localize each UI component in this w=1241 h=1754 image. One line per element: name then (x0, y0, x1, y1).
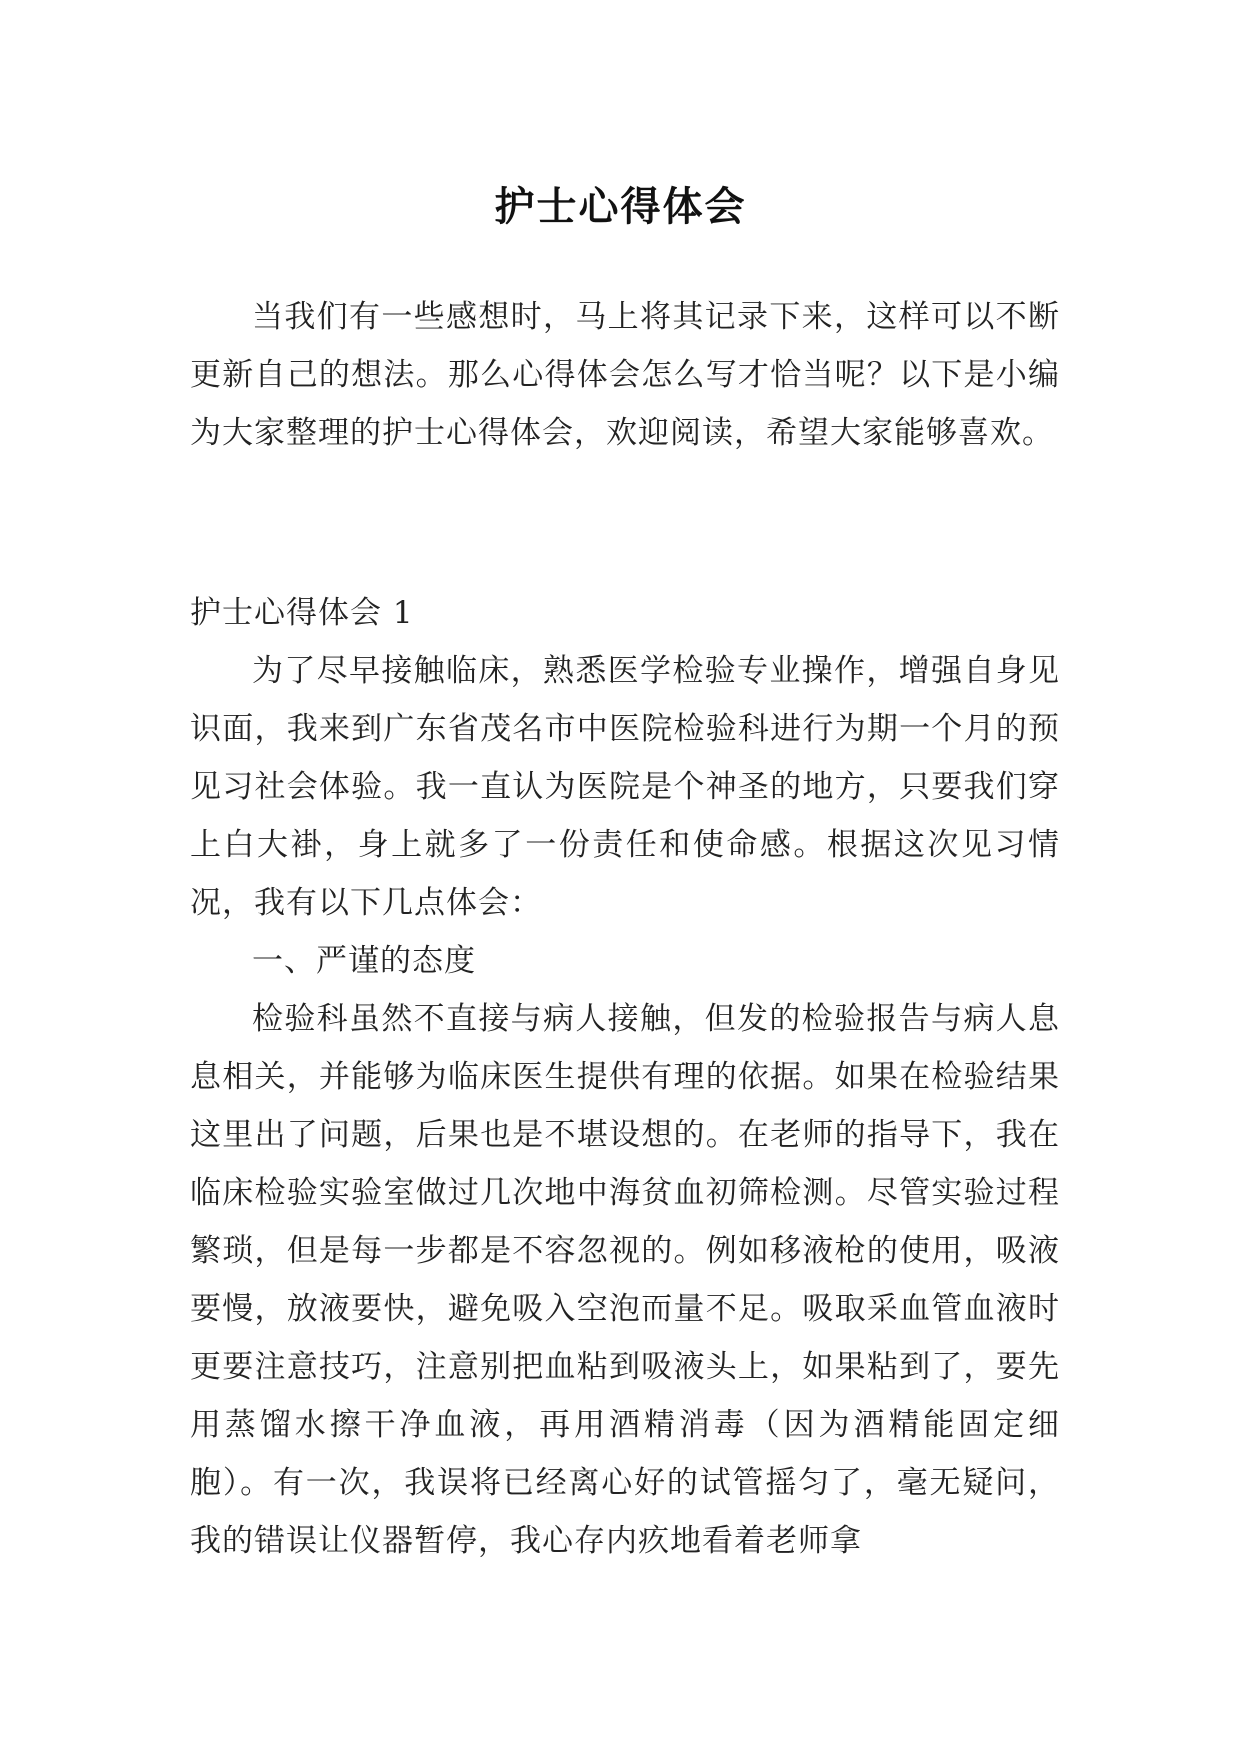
body-paragraph-1: 为了尽早接触临床，熟悉医学检验专业操作，增强自身见识面，我来到广东省茂名市中医院检验科进行为期一个月的预见习社会体验。我一直认为医院是个神圣的地方，只要我们穿上白大褂，身上就多了一份责任和使命感。根据这次见习情况，我有以下几点体会： (190, 653, 1060, 921)
document-title: 护士心得体会 (494, 182, 747, 230)
section-heading: 护士心得体会 1 (190, 595, 414, 631)
intro-block (190, 288, 1060, 462)
section-block (190, 584, 1060, 1570)
body-paragraph-2: 检验科虽然不直接与病人接触，但发的检验报告与病人息息相关，并能够为临床医生提供有理的依据。如果在检验结果这里出了问题，后果也是不堪设想的。在老师的指导下，我在临床检验实验室做过几次地中海贫血初筛检测。尽管实验过程繁琐，但是每一步都是不容忽视的。例如移液枪的使用，吸液要慢，放液要快，避免吸入空泡而量不足。吸取采血管血液时更要注意技巧，注意别把血粘到吸液头上，如果粘到了，要先用蒸馏水擦干净血液，再用酒精消毒（因为酒精能固定细胞）。有一次，我误将已经离心好的试管摇匀了，毫无疑问，我的错误让仪器暂停，我心存内疚地看着老师拿 (190, 1001, 1060, 1559)
subheading-strict-attitude: 一、严谨的态度 (252, 943, 476, 979)
intro-paragraph: 当我们有一些感想时，马上将其记录下来，这样可以不断更新自己的想法。那么心得体会怎么写才恰当呢？以下是小编为大家整理的护士心得体会，欢迎阅读，希望大家能够喜欢。 (190, 299, 1060, 451)
